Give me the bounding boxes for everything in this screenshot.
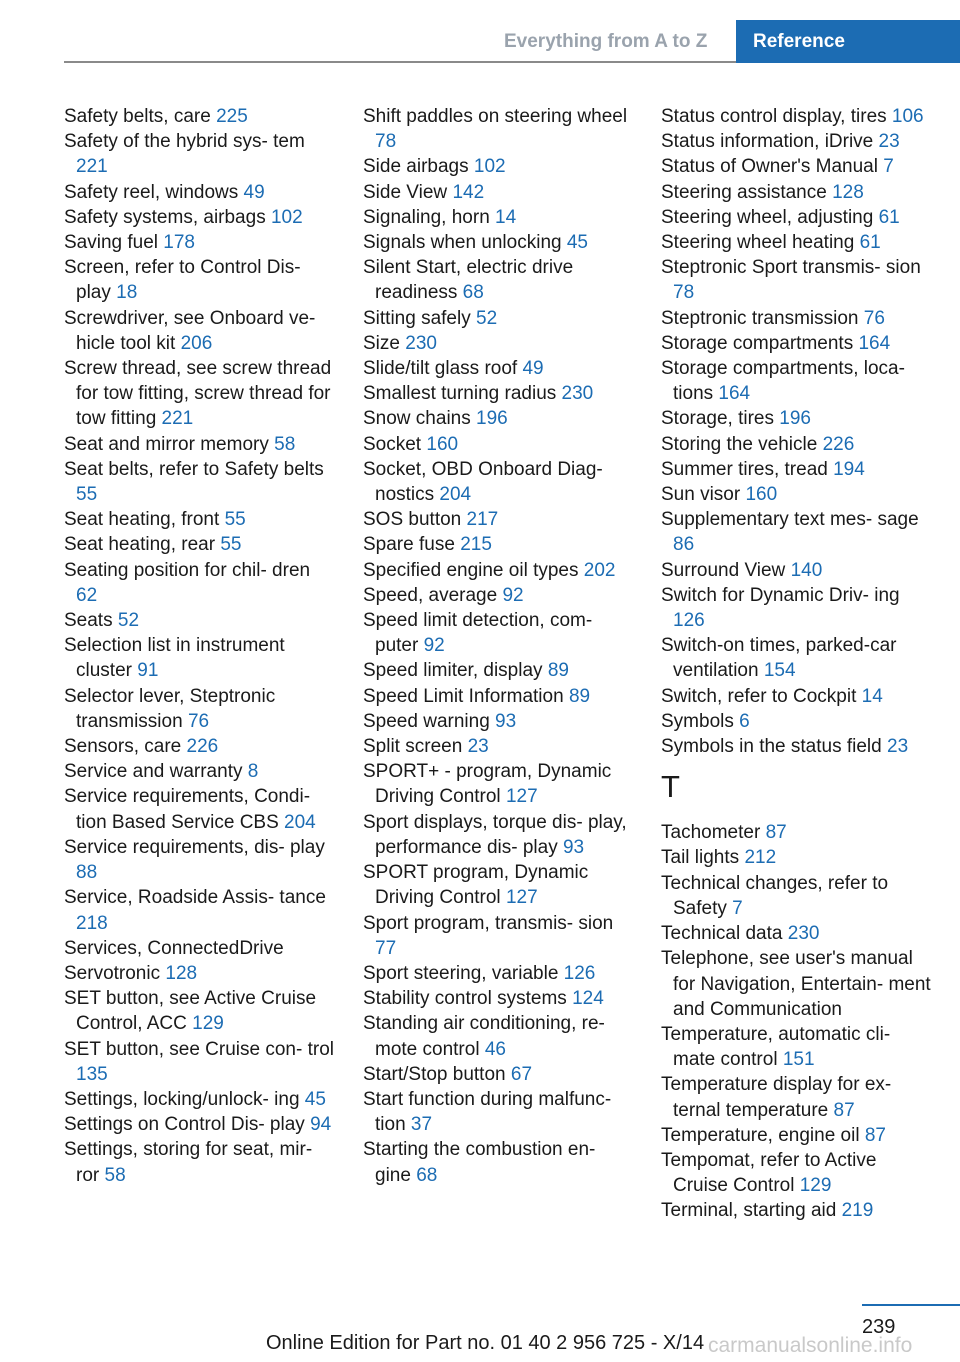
entry-term: Temperature display for ex- ternal temperature xyxy=(661,1074,892,1121)
entry-term: SPORT program, Dynamic Driving Control xyxy=(363,862,589,909)
entry-term: Storing the vehicle xyxy=(661,433,818,455)
index-column-2 xyxy=(363,104,635,1188)
entry-term: Screwdriver, see Onboard ve- hicle tool kit xyxy=(64,307,316,354)
page-link[interactable]: 76 xyxy=(863,307,885,329)
page-link[interactable]: 127 xyxy=(505,786,538,808)
index-entry xyxy=(64,1137,336,1187)
index-entry xyxy=(363,810,635,860)
entry-term: Silent Start, electric drive readiness xyxy=(363,257,574,304)
index-entry xyxy=(64,1087,336,1112)
page-link[interactable]: 68 xyxy=(416,1164,438,1186)
entry-term: Settings, locking/unlock- ing xyxy=(64,1088,300,1110)
index-entry xyxy=(363,709,635,734)
index-entry xyxy=(363,331,635,356)
entry-term: Service, Roadside Assis- tance xyxy=(64,887,326,909)
page-link[interactable]: 23 xyxy=(887,736,909,758)
page-link[interactable]: 49 xyxy=(243,181,265,203)
entry-term: Safety of the hybrid sys- tem xyxy=(64,131,305,153)
index-entry xyxy=(661,482,933,507)
entry-term: Status of Owner's Manual xyxy=(661,156,878,178)
entry-term: Speed warning xyxy=(363,710,490,732)
index-entry xyxy=(661,583,933,633)
entry-term: Seat and mirror memory xyxy=(64,433,269,455)
entry-term: Summer tires, tread xyxy=(661,458,828,480)
index-entry xyxy=(64,306,336,356)
page-link[interactable]: 14 xyxy=(495,206,517,228)
entry-term: Settings on Control Dis- play xyxy=(64,1114,305,1136)
index-entry xyxy=(661,684,933,709)
index-entry xyxy=(363,154,635,179)
page-link[interactable]: 126 xyxy=(563,962,596,984)
index-entry xyxy=(363,658,635,683)
page-link[interactable]: 226 xyxy=(822,433,855,455)
entry-term: Settings, storing for seat, mir- ror xyxy=(64,1139,313,1186)
index-entry xyxy=(661,432,933,457)
index-entry xyxy=(363,558,635,583)
index-entry xyxy=(661,946,933,1022)
index-entry xyxy=(363,205,635,230)
page-link[interactable]: 87 xyxy=(864,1124,886,1146)
entry-term: Slide/tilt glass roof xyxy=(363,358,518,380)
index-entry xyxy=(363,911,635,961)
page-link[interactable]: 58 xyxy=(104,1164,126,1186)
page-link[interactable]: 206 xyxy=(180,332,213,354)
page-link[interactable]: 226 xyxy=(186,736,219,758)
entry-term: Seat belts, refer to Safety belts xyxy=(64,458,324,480)
index-entry xyxy=(661,356,933,406)
entry-term: Spare fuse xyxy=(363,534,455,556)
entry-term: Speed Limit Information xyxy=(363,685,564,707)
index-entry xyxy=(363,986,635,1011)
page-link[interactable]: 7 xyxy=(883,156,894,178)
letter-heading: T xyxy=(661,769,680,805)
page-link[interactable]: 151 xyxy=(782,1049,815,1071)
index-entry xyxy=(64,205,336,230)
index-entry xyxy=(64,1112,336,1137)
index-entry xyxy=(64,608,336,633)
entry-term: Socket xyxy=(363,433,422,455)
page-link[interactable]: 129 xyxy=(799,1175,832,1197)
index-entry xyxy=(661,104,933,129)
entry-term: Size xyxy=(363,332,400,354)
entry-term: Technical data xyxy=(661,923,783,945)
entry-term: Status information, iDrive xyxy=(661,131,874,153)
index-entry xyxy=(661,1123,933,1148)
entry-term: Sport steering, variable xyxy=(363,962,559,984)
page-link[interactable]: 45 xyxy=(304,1088,326,1110)
entry-term: Sensors, care xyxy=(64,736,182,758)
page-link[interactable]: 128 xyxy=(165,962,198,984)
entry-term: Snow chains xyxy=(363,408,471,430)
entry-term: SPORT+ - program, Dynamic Driving Control xyxy=(363,761,612,808)
index-entry xyxy=(363,507,635,532)
entry-term: Screw thread, see screw thread for tow fitting, screw thread for tow fitting xyxy=(64,358,332,430)
index-entry xyxy=(363,406,635,431)
entry-term: Speed limit detection, com- puter xyxy=(363,610,593,657)
page-link[interactable]: 88 xyxy=(76,862,98,884)
page-link[interactable]: 89 xyxy=(547,660,569,682)
page-link[interactable]: 142 xyxy=(452,181,485,203)
page-link[interactable]: 196 xyxy=(476,408,508,430)
index-entry xyxy=(64,759,336,784)
index-entry xyxy=(363,532,635,557)
index-entry xyxy=(64,532,336,557)
page-link[interactable]: 212 xyxy=(744,847,777,869)
page-link[interactable]: 124 xyxy=(572,988,604,1010)
index-entry xyxy=(661,1072,933,1122)
entry-term: Tempomat, refer to Active Cruise Control xyxy=(661,1149,877,1197)
page-link[interactable]: 76 xyxy=(187,710,210,732)
index-entry xyxy=(363,734,635,759)
section-title: Everything from A to Z xyxy=(504,31,708,52)
entry-term: Steering wheel heating xyxy=(661,232,855,254)
index-entry xyxy=(64,129,336,179)
entry-term: Steptronic transmission xyxy=(661,307,859,329)
page-link[interactable]: 196 xyxy=(779,408,811,430)
entry-term: Symbols in the status field xyxy=(661,736,882,758)
page-link[interactable]: 77 xyxy=(375,937,397,959)
entry-term: SOS button xyxy=(363,509,462,531)
entry-term: Sitting safely xyxy=(363,307,471,329)
index-entry xyxy=(661,180,933,205)
entry-term: Speed, average xyxy=(363,584,498,606)
index-entry xyxy=(363,1137,635,1187)
page-link[interactable]: 93 xyxy=(495,710,517,732)
entry-term: Seats xyxy=(64,610,113,632)
page-link[interactable]: 61 xyxy=(878,206,900,228)
page-link[interactable]: 61 xyxy=(859,232,881,254)
entry-term: Sport program, transmis- sion xyxy=(363,912,614,934)
entry-term: Selector lever, Steptronic transmission xyxy=(64,685,276,732)
page-link[interactable]: 154 xyxy=(763,660,796,682)
page-link[interactable]: 78 xyxy=(673,282,695,304)
index-entry xyxy=(661,558,933,583)
page-link[interactable]: 58 xyxy=(274,433,296,455)
index-entry xyxy=(64,104,336,129)
page-number: 239 xyxy=(862,1316,896,1338)
page-link[interactable]: 218 xyxy=(76,912,108,934)
page-link[interactable]: 6 xyxy=(739,710,750,732)
entry-term: Terminal, starting aid xyxy=(661,1200,837,1222)
index-entry xyxy=(64,734,336,759)
index-entry xyxy=(363,306,635,331)
index-entry xyxy=(661,845,933,870)
index-entry xyxy=(661,306,933,331)
index-entry xyxy=(363,356,635,381)
entry-term: Steering wheel, adjusting xyxy=(661,206,874,228)
index-entry xyxy=(363,759,635,809)
entry-term: Steering assistance xyxy=(661,181,827,203)
entry-term: Switch for Dynamic Driv- ing xyxy=(661,584,900,606)
page-link[interactable]: 194 xyxy=(833,458,865,480)
index-entry xyxy=(661,205,933,230)
page-link[interactable]: 8 xyxy=(247,761,259,783)
index-entry xyxy=(64,835,336,885)
index-entry xyxy=(661,1022,933,1072)
footer-rule xyxy=(862,1304,960,1306)
entry-term: Service requirements, dis- play xyxy=(64,836,325,858)
page-link[interactable]: 215 xyxy=(460,534,492,556)
entry-term: Technical changes, refer to Safety xyxy=(661,872,889,919)
entry-term: Supplementary text mes- sage xyxy=(661,509,919,531)
page-link[interactable]: 87 xyxy=(833,1099,855,1121)
index-entry xyxy=(661,820,933,845)
page-link[interactable]: 7 xyxy=(732,897,743,919)
entry-term: Safety belts, care xyxy=(64,106,211,127)
edition-line: Online Edition for Part no. 01 40 2 956 725 - X/14 xyxy=(266,1332,705,1354)
page-link[interactable]: 52 xyxy=(117,610,140,632)
entry-term: Specified engine oil types xyxy=(363,559,579,581)
entry-term: SET button, see Cruise con- trol xyxy=(64,1038,334,1060)
entry-term: Speed limiter, display xyxy=(363,660,543,682)
entry-term: Steptronic Sport transmis- sion xyxy=(661,257,921,279)
index-entry xyxy=(661,921,933,946)
entry-term: Surround View xyxy=(661,559,786,581)
page-link[interactable]: 46 xyxy=(484,1038,506,1060)
entry-term: Status control display, tires xyxy=(661,106,887,127)
page-link[interactable]: 23 xyxy=(467,736,489,758)
page-link[interactable]: 102 xyxy=(270,206,303,228)
entry-term: Safety reel, windows xyxy=(64,181,239,203)
entry-term: Storage compartments xyxy=(661,332,854,354)
page-link[interactable]: 55 xyxy=(220,534,242,556)
page-link[interactable]: 62 xyxy=(76,584,98,606)
page-link[interactable]: 219 xyxy=(841,1200,874,1222)
page-link[interactable]: 86 xyxy=(673,534,695,556)
page-link[interactable]: 68 xyxy=(462,282,484,304)
page-link[interactable]: 129 xyxy=(192,1013,224,1035)
entry-term: Tachometer xyxy=(661,822,761,844)
entry-term: Signals when unlocking xyxy=(363,232,562,254)
page-link[interactable]: 217 xyxy=(466,509,499,531)
index-entry xyxy=(64,784,336,834)
index-entry xyxy=(661,507,933,557)
index-entry xyxy=(64,432,336,457)
entry-term: Seat heating, front xyxy=(64,509,220,531)
index-entry xyxy=(64,356,336,432)
index-entry xyxy=(363,860,635,910)
index-entry xyxy=(64,986,336,1036)
page-link[interactable]: 135 xyxy=(76,1063,108,1085)
entry-term: Seating position for chil- dren xyxy=(64,559,311,581)
index-entry xyxy=(363,104,635,154)
page-link[interactable]: 94 xyxy=(310,1114,332,1136)
page-link[interactable]: 14 xyxy=(861,685,883,707)
index-column-1 xyxy=(64,104,336,1188)
entry-term: Safety systems, airbags xyxy=(64,206,266,228)
index-entry xyxy=(363,1011,635,1061)
page-link[interactable]: 128 xyxy=(832,181,864,203)
index-entry xyxy=(64,507,336,532)
page-link[interactable]: 102 xyxy=(473,156,506,178)
page-link[interactable]: 45 xyxy=(566,232,588,254)
entry-term: Standing air conditioning, re- mote control xyxy=(363,1013,605,1060)
entry-term: Tail lights xyxy=(661,847,740,869)
entry-term: Servotronic xyxy=(64,962,161,984)
entry-term: Switch, refer to Cockpit xyxy=(661,685,857,707)
entry-term: Selection list in instrument cluster xyxy=(64,635,285,682)
index-entry xyxy=(64,1037,336,1087)
index-entry xyxy=(661,734,933,759)
page-link[interactable]: 55 xyxy=(76,484,98,506)
index-entry xyxy=(661,633,933,683)
page-link[interactable]: 204 xyxy=(439,484,472,506)
page-link[interactable]: 93 xyxy=(562,836,585,858)
page-link[interactable]: 52 xyxy=(476,307,498,329)
index-entry xyxy=(661,230,933,255)
page-link[interactable]: 230 xyxy=(787,923,820,945)
page-link[interactable]: 230 xyxy=(405,332,437,354)
index-entry xyxy=(363,457,635,507)
index-entry xyxy=(64,457,336,507)
entry-term: Socket, OBD Onboard Diag- nostics xyxy=(363,458,603,506)
index-entry xyxy=(64,684,336,734)
index-entry xyxy=(661,406,933,431)
page-link[interactable]: 164 xyxy=(858,332,891,354)
page-link[interactable]: 230 xyxy=(561,383,594,405)
page-link[interactable]: 106 xyxy=(891,106,924,127)
index-entry xyxy=(363,1087,635,1137)
index-entry xyxy=(64,633,336,683)
entry-term: Temperature, engine oil xyxy=(661,1124,860,1146)
page-link[interactable]: 221 xyxy=(76,156,108,178)
entry-term: Stability control systems xyxy=(363,988,567,1010)
index-entry xyxy=(661,457,933,482)
index-entry xyxy=(363,180,635,205)
entry-term: Side airbags xyxy=(363,156,469,178)
entry-term: Side View xyxy=(363,181,448,203)
index-entry xyxy=(64,558,336,608)
page-link[interactable]: 126 xyxy=(673,610,705,632)
index-entry xyxy=(363,230,635,255)
index-entry xyxy=(363,255,635,305)
page-link[interactable]: 23 xyxy=(878,131,900,153)
entry-term: Start function during malfunc- tion xyxy=(363,1088,612,1136)
page-link[interactable]: 92 xyxy=(502,584,524,606)
index-entry xyxy=(363,381,635,406)
index-entry xyxy=(363,608,635,658)
index-entry xyxy=(363,432,635,457)
page-link[interactable]: 92 xyxy=(423,635,445,657)
entry-term: Switch-on times, parked-car ventilation xyxy=(661,635,897,682)
page-link[interactable]: 89 xyxy=(568,685,591,707)
index-entry xyxy=(661,1148,933,1198)
watermark: carmanualsonline.info xyxy=(708,1334,913,1357)
index-entry xyxy=(661,154,933,179)
entry-term: SET button, see Active Cruise Control, ACC xyxy=(64,988,317,1035)
page-link[interactable]: 91 xyxy=(137,660,159,682)
index-entry xyxy=(363,1062,635,1087)
entry-term: Storage compartments, loca- tions xyxy=(661,358,905,405)
index-entry xyxy=(363,583,635,608)
index-entry xyxy=(64,936,336,961)
entry-term: Split screen xyxy=(363,736,463,758)
entry-term: Services, ConnectedDrive xyxy=(64,937,284,959)
page-link[interactable]: 225 xyxy=(216,106,248,127)
page-link[interactable]: 204 xyxy=(284,811,316,833)
index-entry xyxy=(363,684,635,709)
entry-term: Smallest turning radius xyxy=(363,383,557,405)
entry-term: Sport displays, torque dis- play, performance dis- play xyxy=(363,811,627,858)
page-link[interactable]: 37 xyxy=(410,1114,433,1136)
entry-term: Shift paddles on steering wheel xyxy=(363,106,628,127)
page-link[interactable]: 49 xyxy=(522,358,544,380)
index-entry xyxy=(64,230,336,255)
page-link[interactable]: 55 xyxy=(224,509,246,531)
page-link[interactable]: 178 xyxy=(163,232,195,254)
entry-term: Start/Stop button xyxy=(363,1063,506,1085)
page-link[interactable]: 164 xyxy=(718,383,751,405)
entry-term: Screen, refer to Control Dis- play xyxy=(64,257,301,304)
index-entry xyxy=(363,961,635,986)
index-entry xyxy=(661,129,933,154)
index-entry xyxy=(661,331,933,356)
index-entry xyxy=(64,961,336,986)
index-entry xyxy=(661,255,933,305)
entry-term: Seat heating, rear xyxy=(64,534,216,556)
page-link[interactable]: 18 xyxy=(116,282,138,304)
index-column-3 xyxy=(661,104,933,1224)
entry-term: Symbols xyxy=(661,710,734,732)
entry-term: Signaling, horn xyxy=(363,206,490,228)
page-link[interactable]: 202 xyxy=(583,559,616,581)
entry-term: Sun visor xyxy=(661,484,741,506)
entry-term: Service and warranty xyxy=(64,761,243,783)
index-entry xyxy=(661,871,933,921)
page-link[interactable]: 87 xyxy=(765,822,787,844)
page-link[interactable]: 78 xyxy=(375,131,397,153)
entry-term: Storage, tires xyxy=(661,408,774,430)
entry-term: Temperature, automatic cli- mate control xyxy=(661,1023,891,1071)
entry-term: Saving fuel xyxy=(64,232,159,254)
index-entry xyxy=(64,885,336,935)
index-entry xyxy=(661,1198,933,1223)
page-link[interactable]: 127 xyxy=(505,887,538,909)
reference-tab[interactable]: Reference xyxy=(736,20,960,63)
page-link[interactable]: 160 xyxy=(745,484,778,506)
page-link[interactable]: 140 xyxy=(790,559,823,581)
index-entry xyxy=(64,180,336,205)
index-entry xyxy=(661,709,933,734)
entry-term: Starting the combustion en- gine xyxy=(363,1139,596,1186)
entry-term: Service requirements, Condi- tion Based Service CBS xyxy=(64,786,311,833)
index-entry xyxy=(64,255,336,305)
page-link[interactable]: 160 xyxy=(426,433,459,455)
page-link[interactable]: 67 xyxy=(510,1063,533,1085)
page-link[interactable]: 221 xyxy=(161,408,194,430)
entry-term: Telephone, see user's manual for Navigation, Entertain- ment and Communication xyxy=(661,948,931,1020)
